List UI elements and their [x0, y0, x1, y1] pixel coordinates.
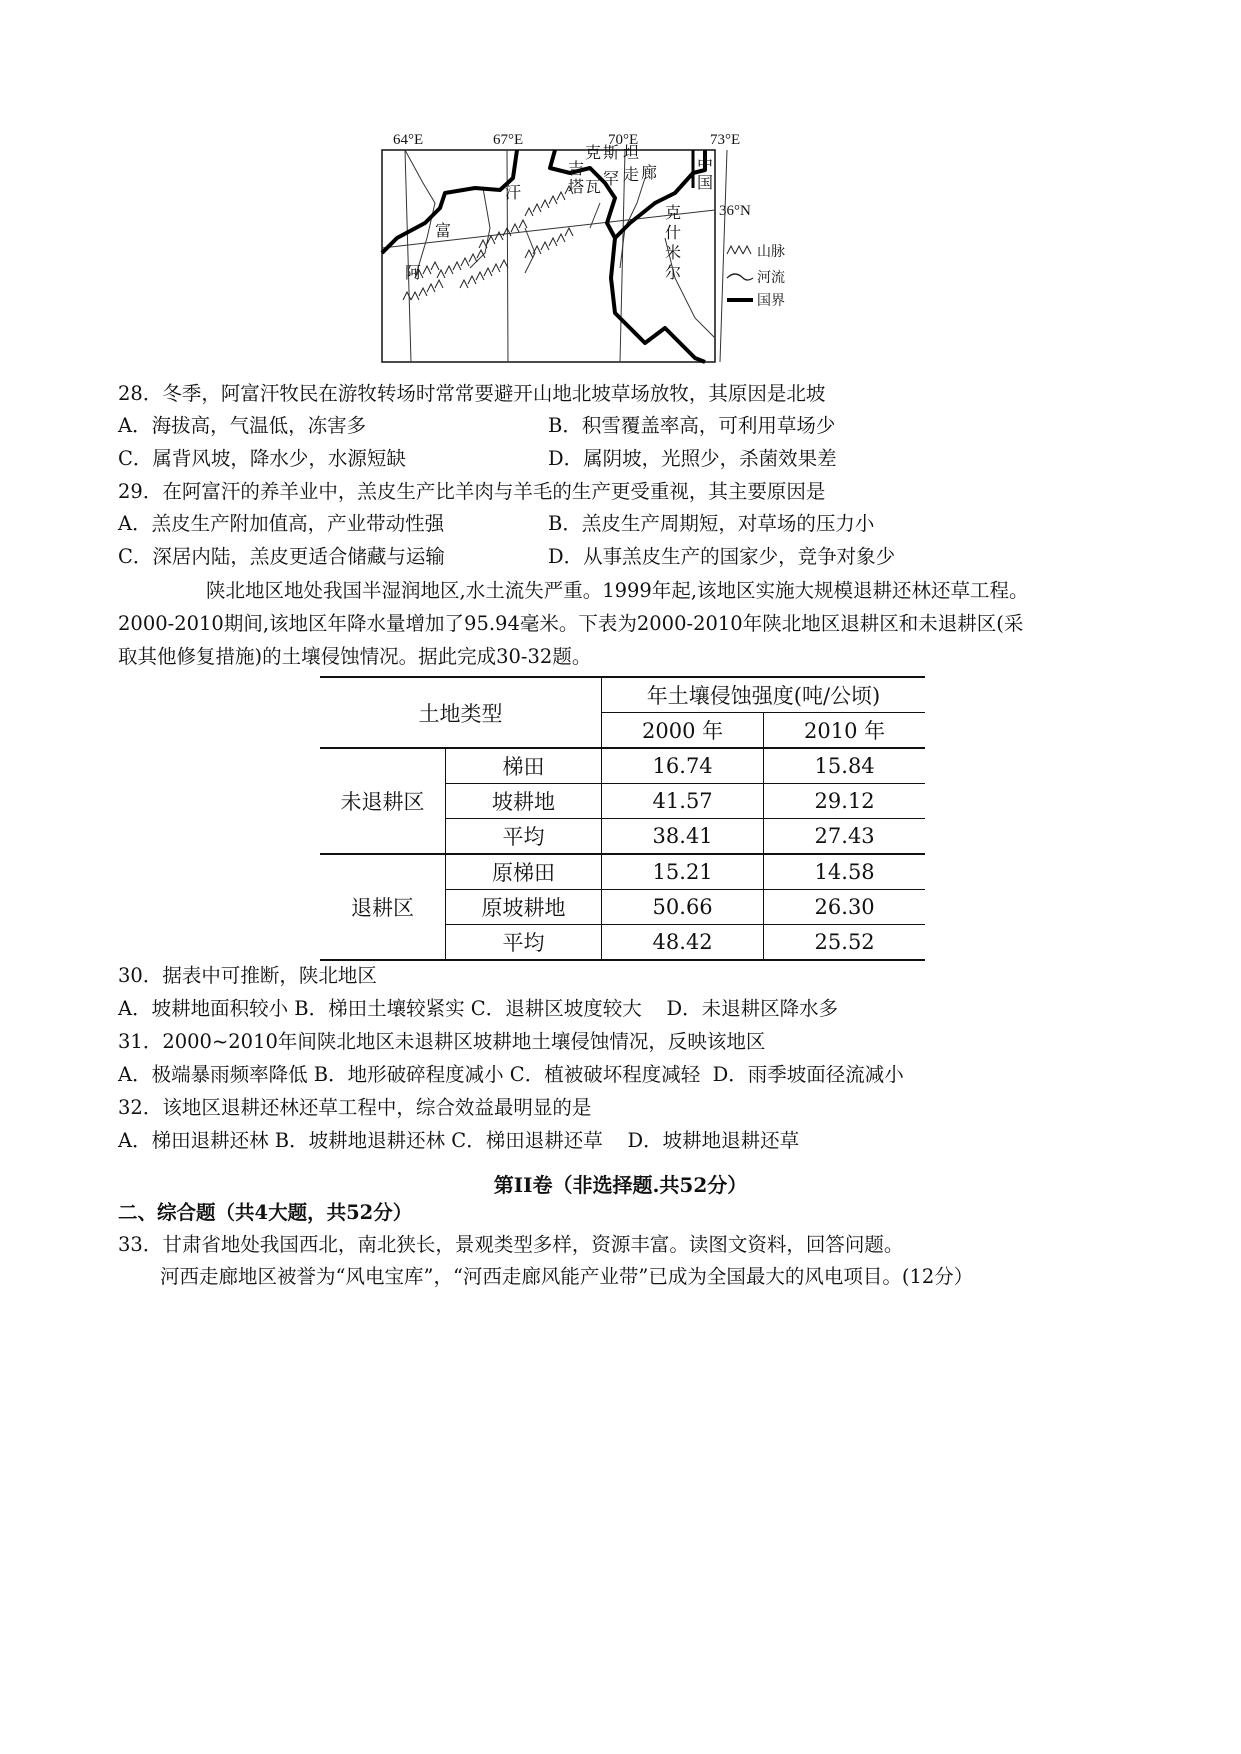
table-row [320, 748, 925, 784]
q30-stem: 30．据表中可推断，陕北地区 [118, 964, 377, 987]
land-type: 平均 [446, 819, 602, 855]
value-2010: 14.58 [814, 860, 875, 884]
land-type: 平均 [446, 925, 602, 961]
passage-line-3: 取其他修复措施)的土壤侵蚀情况。据此完成30-32题。 [118, 645, 592, 668]
group-label: 未退耕区 [320, 748, 446, 854]
passage-line-2: 2000-2010期间,该地区年降水量增加了95.94毫米。下表为2000-2010年陕北地区退耕区和未退耕区(采 [118, 612, 1024, 635]
label-a: 阿 [405, 263, 422, 282]
label-shi: 什 [665, 223, 682, 242]
q28-stem: 28．冬季，阿富汗牧民在游牧转场时常常要避开山地北坡草场放牧，其原因是北坡 [118, 382, 826, 405]
lon-label-70: 70°E [608, 132, 639, 148]
part2-heading: 第II卷（非选择题.共52分） [493, 1173, 748, 1197]
value-2000: 41.57 [602, 784, 764, 819]
table-head-land: 土地类型 [320, 677, 602, 748]
q29-option-b: B．羔皮生产周期短，对草场的压力小 [548, 512, 875, 535]
label-hanw: 罕 [603, 169, 620, 188]
lon-label-73: 73°E [710, 132, 741, 148]
table-row [320, 854, 925, 890]
legend-river-icon [727, 274, 753, 280]
q29-option-a: A．羔皮生产附加值高，产业带动性强 [118, 512, 445, 535]
label-fu: 富 [435, 221, 452, 240]
value-2010: 29.12 [764, 784, 925, 819]
land-type: 原坡耕地 [446, 890, 602, 925]
afghanistan-map [375, 128, 785, 368]
value-2010: 25.52 [764, 925, 925, 961]
label-ji: 吉 [568, 159, 585, 178]
land-type: 原梯田 [446, 854, 602, 890]
q31-stem: 31．2000~2010年间陕北地区未退耕区坡耕地土壤侵蚀情况，反映该地区 [118, 1030, 766, 1053]
label-ke2: 克 [665, 203, 682, 222]
value-2000: 50.66 [602, 890, 764, 925]
lon-label-67: 67°E [493, 132, 524, 148]
legend-mountain-label: 山脉 [757, 244, 785, 260]
q29-option-c: C．深居内陆，羔皮更适合储藏与运输 [118, 545, 445, 568]
q30-options: A．坡耕地面积较小 B．梯田土壤较紧实 C．退耕区坡度较大 D．未退耕区降水多 [118, 997, 839, 1020]
legend-mountain-icon [727, 246, 751, 254]
label-wa: 瓦 [585, 177, 602, 196]
q32-stem: 32．该地区退耕还林还草工程中，综合效益最明显的是 [118, 1096, 592, 1119]
q28-option-c: C．属背风坡，降水少，水源短缺 [118, 447, 406, 470]
label-mi: 米 [665, 243, 682, 262]
legend-river-label: 河流 [757, 270, 785, 286]
value-2000: 48.42 [602, 925, 764, 961]
legend-border-label: 国界 [757, 293, 785, 309]
label-tan: 坦 [623, 143, 640, 162]
q28-option-d: D．属阴坡，光照少，杀菌效果差 [548, 447, 837, 470]
table-head-2010: 2010 年 [764, 713, 925, 749]
value-2000: 15.21 [602, 854, 764, 890]
value-2010: 15.84 [814, 754, 875, 778]
q33-subtext: 河西走廊地区被誉为“风电宝库”，“河西走廊风能产业带”已成为全国最大的风电项目。(12分） [160, 1265, 974, 1288]
q29-stem: 29．在阿富汗的养羊业中，羔皮生产比羊肉与羊毛的生产更受重视，其主要原因是 [118, 480, 826, 503]
q33-stem: 33．甘肃省地处我国西北，南北狭长，景观类型多样，资源丰富。读图文资料，回答问题。 [118, 1233, 904, 1256]
lat-label-36n: 36°N [719, 203, 751, 219]
value-2000: 38.41 [602, 819, 764, 855]
value-2000: 16.74 [602, 748, 764, 784]
q32-options: A．梯田退耕还林 B．坡耕地退耕还林 C．梯田退耕还草 D．坡耕地退耕还草 [118, 1129, 800, 1152]
q28-option-a: A．海拔高，气温低，冻害多 [118, 414, 367, 437]
erosion-table [320, 676, 925, 961]
value-2010: 26.30 [764, 890, 925, 925]
label-ke: 克 [585, 143, 602, 162]
label-zou: 走 [623, 165, 640, 184]
label-ta: 塔 [568, 177, 585, 196]
q28-option-b: B．积雪覆盖率高，可利用草场少 [548, 414, 836, 437]
label-lang: 廊 [641, 163, 658, 182]
label-han: 汗 [505, 183, 522, 202]
table-head-2000: 2000 年 [602, 713, 764, 749]
section-title: 二、综合题（共4大题，共52分） [118, 1201, 413, 1224]
map-legend [727, 244, 785, 309]
passage-line-1: 陕北地区地处我国半湿润地区,水土流失严重。1999年起,该地区实施大规模退耕还林还草工程。 [206, 579, 1029, 602]
label-zhong: 中 [697, 155, 714, 174]
label-guo: 国 [697, 173, 714, 192]
lon-label-64: 64°E [393, 132, 424, 148]
land-type: 坡耕地 [446, 784, 602, 819]
label-er: 尔 [665, 263, 682, 282]
table-head-rate: 年土壤侵蚀强度(吨/公顷) [646, 684, 881, 708]
q31-options: A．极端暴雨频率降低 B．地形破碎程度减小 C．植被破坏程度减轻 D．雨季坡面径流减小 [118, 1063, 904, 1086]
value-2010: 27.43 [764, 819, 925, 855]
land-type: 梯田 [446, 748, 602, 784]
q29-option-d: D．从事羔皮生产的国家少，竞争对象少 [548, 545, 896, 568]
group-label: 退耕区 [320, 854, 446, 960]
label-si: 斯 [603, 143, 620, 162]
